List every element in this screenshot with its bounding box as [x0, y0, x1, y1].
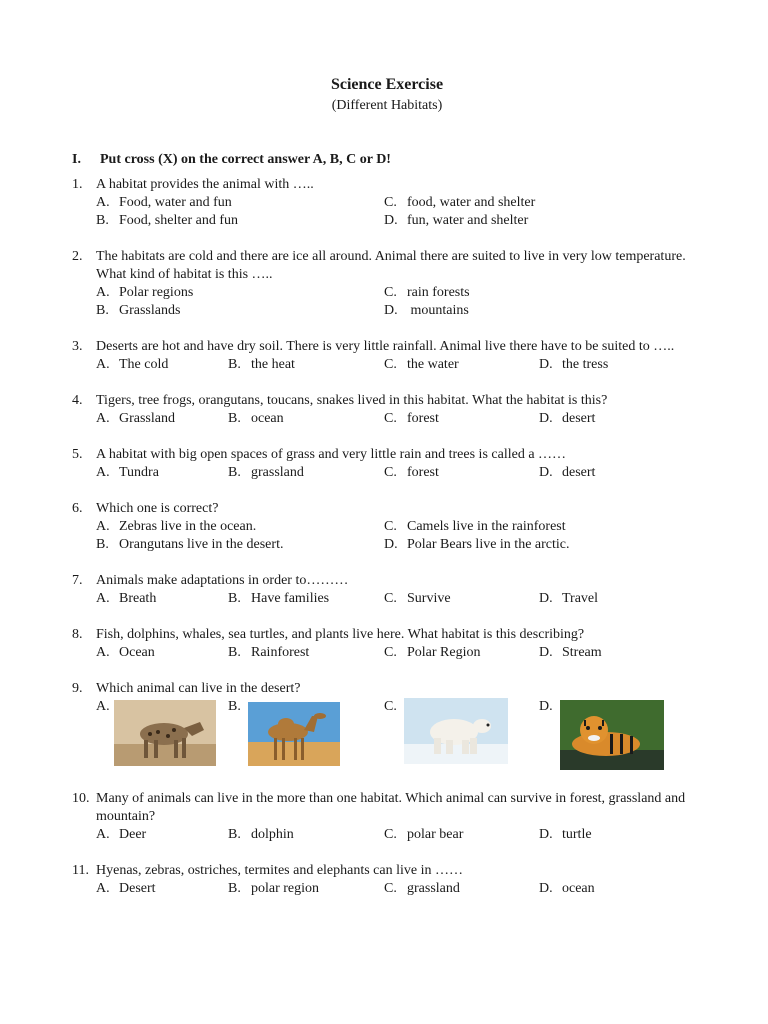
option-text: Rainforest: [251, 645, 310, 660]
answer-option[interactable]: [539, 356, 608, 374]
option-text: ocean: [562, 881, 595, 896]
option-letter: A.: [96, 591, 110, 606]
answer-option[interactable]: [96, 356, 168, 374]
option-letter: B.: [96, 213, 109, 228]
answer-option[interactable]: [539, 826, 592, 844]
option-letter: C.: [384, 195, 397, 210]
answer-options: [96, 698, 712, 772]
option-text: Survive: [407, 591, 451, 606]
answer-options: [96, 644, 712, 662]
section-heading: [72, 151, 391, 169]
answer-option[interactable]: [228, 464, 304, 482]
section-instruction: Put cross (X) on the correct answer A, B, C or D!: [100, 152, 391, 167]
question-line: [72, 862, 712, 880]
answer-option[interactable]: [539, 410, 595, 428]
option-row: [96, 284, 712, 302]
answer-option[interactable]: [384, 410, 439, 428]
answer-option[interactable]: [539, 644, 602, 662]
option-row: [96, 212, 712, 230]
option-letter: D.: [539, 411, 553, 426]
answer-option[interactable]: [228, 880, 319, 898]
option-letter: A.: [96, 285, 110, 300]
option-text: Have families: [251, 591, 330, 606]
answer-option[interactable]: [96, 880, 156, 898]
option-letter: D.: [539, 591, 553, 606]
option-letter: B.: [228, 357, 241, 372]
option-row: [96, 644, 712, 662]
option-row: [96, 356, 712, 374]
option-letter: C.: [384, 881, 397, 896]
option-letter: A.: [96, 699, 110, 714]
question-text: The habitats are cold and there are ice all around. Animal there are suited to live in very low temperature. What kind of habitat is this …..: [96, 249, 686, 282]
question-text: A habitat with big open spaces of grass and very little rain and trees is called a ……: [96, 447, 567, 462]
question-line: [72, 338, 712, 356]
question: [72, 248, 712, 320]
option-letter: B.: [96, 537, 109, 552]
option-text: Camels live in the rainforest: [407, 519, 566, 534]
question: [72, 862, 712, 898]
option-letter: C.: [384, 645, 397, 660]
answer-option[interactable]: [96, 410, 175, 428]
question-line: [72, 572, 712, 590]
answer-option[interactable]: [539, 880, 595, 898]
option-letter: D.: [384, 213, 398, 228]
question: [72, 338, 712, 374]
question-number: 5.: [72, 447, 83, 462]
option-letter: D.: [384, 537, 398, 552]
option-text: Food, shelter and fun: [119, 213, 238, 228]
option-letter: D.: [539, 699, 553, 714]
question-line: [72, 392, 712, 410]
camel-image[interactable]: [248, 702, 340, 772]
answer-option[interactable]: [96, 518, 256, 536]
question-number: 2.: [72, 249, 83, 264]
question-number: 3.: [72, 339, 83, 354]
question-text: Which animal can live in the desert?: [96, 681, 301, 696]
answer-option[interactable]: [384, 826, 463, 844]
question-text: Many of animals can live in the more than one habitat. Which animal can survive in forest, grassland and mountain?: [96, 791, 686, 824]
option-text: Grassland: [119, 411, 175, 426]
option-letter: B.: [228, 645, 241, 660]
question-line: [72, 626, 712, 644]
option-row: [96, 410, 712, 428]
answer-option[interactable]: [384, 194, 535, 212]
question-line: [72, 680, 712, 698]
option-row: [96, 880, 712, 898]
option-letter: C.: [384, 519, 397, 534]
option-letter: D.: [539, 881, 553, 896]
option-letter: D.: [384, 303, 398, 318]
option-text: polar region: [251, 881, 320, 896]
option-text: Desert: [119, 881, 156, 896]
option-letter: A.: [96, 195, 110, 210]
option-letter: C.: [384, 827, 397, 842]
option-text: the tress: [562, 357, 609, 372]
answer-option[interactable]: [384, 590, 451, 608]
option-letter: A.: [96, 411, 110, 426]
page-subtitle: (Different Habitats): [331, 98, 443, 113]
question-text: Which one is correct?: [96, 501, 219, 516]
answer-option[interactable]: [228, 644, 309, 662]
answer-options: [96, 826, 712, 844]
question-number: 11.: [72, 863, 89, 878]
option-letter: D.: [539, 827, 553, 842]
option-text: Zebras live in the ocean.: [119, 519, 257, 534]
answer-option[interactable]: [384, 356, 459, 374]
question-line: [72, 446, 712, 464]
option-text: Orangutans live in the desert.: [119, 537, 284, 552]
option-row: [96, 536, 712, 554]
option-row: [96, 590, 712, 608]
answer-option[interactable]: [96, 644, 155, 662]
option-letter: B.: [228, 699, 241, 714]
question-number: 9.: [72, 681, 83, 696]
answer-options: [96, 464, 712, 482]
option-text: food, water and shelter: [407, 195, 536, 210]
question-text: Tigers, tree frogs, orangutans, toucans, snakes lived in this habitat. What the habitat is this?: [96, 393, 608, 408]
answer-options: [96, 590, 712, 608]
option-letter: C.: [384, 411, 397, 426]
option-text: The cold: [119, 357, 169, 372]
question-line: [72, 176, 712, 194]
option-text: Polar regions: [119, 285, 194, 300]
option-text: forest: [407, 465, 439, 480]
question: [72, 446, 712, 482]
option-letter: C.: [384, 285, 397, 300]
answer-option[interactable]: [384, 212, 528, 230]
tiger-image[interactable]: [560, 700, 664, 776]
page-title: Science Exercise: [330, 76, 444, 93]
question: [72, 790, 712, 844]
answer-options: [96, 194, 712, 230]
option-text: forest: [407, 411, 439, 426]
answer-option[interactable]: [228, 410, 284, 428]
polar-bear-image[interactable]: [404, 698, 508, 770]
answer-option[interactable]: [228, 590, 329, 608]
answer-option[interactable]: [384, 536, 570, 554]
image-option-row: [96, 698, 712, 772]
answer-options: [96, 284, 712, 320]
option-text: the heat: [251, 357, 295, 372]
answer-option[interactable]: [96, 826, 146, 844]
option-letter: A.: [96, 519, 110, 534]
option-text: Breath: [119, 591, 157, 606]
question-text: Hyenas, zebras, ostriches, termites and elephants can live in ……: [96, 863, 463, 878]
question-number: 7.: [72, 573, 83, 588]
option-text: turtle: [562, 827, 592, 842]
answer-option[interactable]: [384, 644, 481, 662]
option-letter: A.: [96, 827, 110, 842]
question-number: 6.: [72, 501, 83, 516]
answer-option[interactable]: [228, 356, 295, 374]
option-row: [96, 826, 712, 844]
option-text: Polar Region: [407, 645, 481, 660]
answer-option[interactable]: [96, 536, 283, 554]
option-text: fun, water and shelter: [407, 213, 529, 228]
question-text: Fish, dolphins, whales, sea turtles, and plants live here. What habitat is this describing?: [96, 627, 585, 642]
option-text: Grasslands: [119, 303, 181, 318]
option-text: mountains: [407, 303, 469, 318]
option-text: ocean: [251, 411, 284, 426]
answer-options: [96, 880, 712, 898]
answer-option[interactable]: [384, 880, 460, 898]
option-row: [96, 518, 712, 536]
option-letter: C.: [384, 699, 397, 714]
option-letter: C.: [384, 357, 397, 372]
answer-option[interactable]: [96, 212, 238, 230]
answer-option[interactable]: [96, 590, 156, 608]
question-line: [72, 248, 712, 284]
question-text: Animals make adaptations in order to………: [96, 573, 349, 588]
answer-option[interactable]: [96, 302, 180, 320]
option-text: Stream: [562, 645, 602, 660]
option-letter: A.: [96, 357, 110, 372]
option-text: Tundra: [119, 465, 159, 480]
option-text: Ocean: [119, 645, 155, 660]
question: [72, 572, 712, 608]
option-letter: B.: [228, 591, 241, 606]
question-line: [72, 500, 712, 518]
question-text: Deserts are hot and have dry soil. There is very little rainfall. Animal live there have to be suited to …..: [96, 339, 675, 354]
section-number: I.: [72, 152, 81, 167]
option-letter: D.: [539, 645, 553, 660]
option-letter: D.: [539, 465, 553, 480]
option-text: Polar Bears live in the arctic.: [407, 537, 570, 552]
answer-option[interactable]: [539, 698, 562, 716]
question: [72, 392, 712, 428]
answer-option[interactable]: [96, 284, 193, 302]
question-number: 4.: [72, 393, 83, 408]
answer-option[interactable]: [228, 826, 294, 844]
option-letter: A.: [96, 645, 110, 660]
answer-option[interactable]: [96, 194, 232, 212]
option-letter: D.: [539, 357, 553, 372]
option-text: grassland: [407, 881, 460, 896]
question: [72, 626, 712, 662]
option-text: grassland: [251, 465, 304, 480]
option-text: desert: [562, 411, 596, 426]
answer-option[interactable]: [539, 464, 595, 482]
question: [72, 176, 712, 230]
option-text: desert: [562, 465, 596, 480]
option-letter: A.: [96, 465, 110, 480]
answer-options: [96, 356, 712, 374]
question-list: [72, 176, 712, 916]
option-text: Deer: [119, 827, 147, 842]
option-text: dolphin: [251, 827, 294, 842]
answer-options: [96, 518, 712, 554]
option-text: rain forests: [407, 285, 470, 300]
answer-option[interactable]: [384, 464, 439, 482]
question-number: 1.: [72, 177, 83, 192]
answer-options: [96, 410, 712, 428]
answer-option[interactable]: [384, 284, 470, 302]
question: [72, 680, 712, 772]
option-letter: B.: [228, 881, 241, 896]
question-number: 10.: [72, 791, 90, 806]
option-letter: A.: [96, 881, 110, 896]
option-letter: B.: [96, 303, 109, 318]
option-letter: B.: [228, 827, 241, 842]
question: [72, 500, 712, 554]
question-text: A habitat provides the animal with …..: [96, 177, 314, 192]
option-letter: C.: [384, 591, 397, 606]
answer-option[interactable]: [96, 464, 159, 482]
option-row: [96, 194, 712, 212]
answer-option[interactable]: [384, 302, 469, 320]
answer-option[interactable]: [539, 590, 598, 608]
answer-option[interactable]: [384, 518, 566, 536]
question-line: [72, 790, 712, 826]
option-letter: B.: [228, 465, 241, 480]
option-letter: C.: [384, 465, 397, 480]
option-text: polar bear: [407, 827, 464, 842]
option-row: [96, 464, 712, 482]
option-letter: B.: [228, 411, 241, 426]
option-text: Travel: [562, 591, 599, 606]
hyena-image[interactable]: [114, 700, 216, 772]
option-text: Food, water and fun: [119, 195, 232, 210]
option-text: the water: [407, 357, 459, 372]
option-row: [96, 302, 712, 320]
question-number: 8.: [72, 627, 83, 642]
